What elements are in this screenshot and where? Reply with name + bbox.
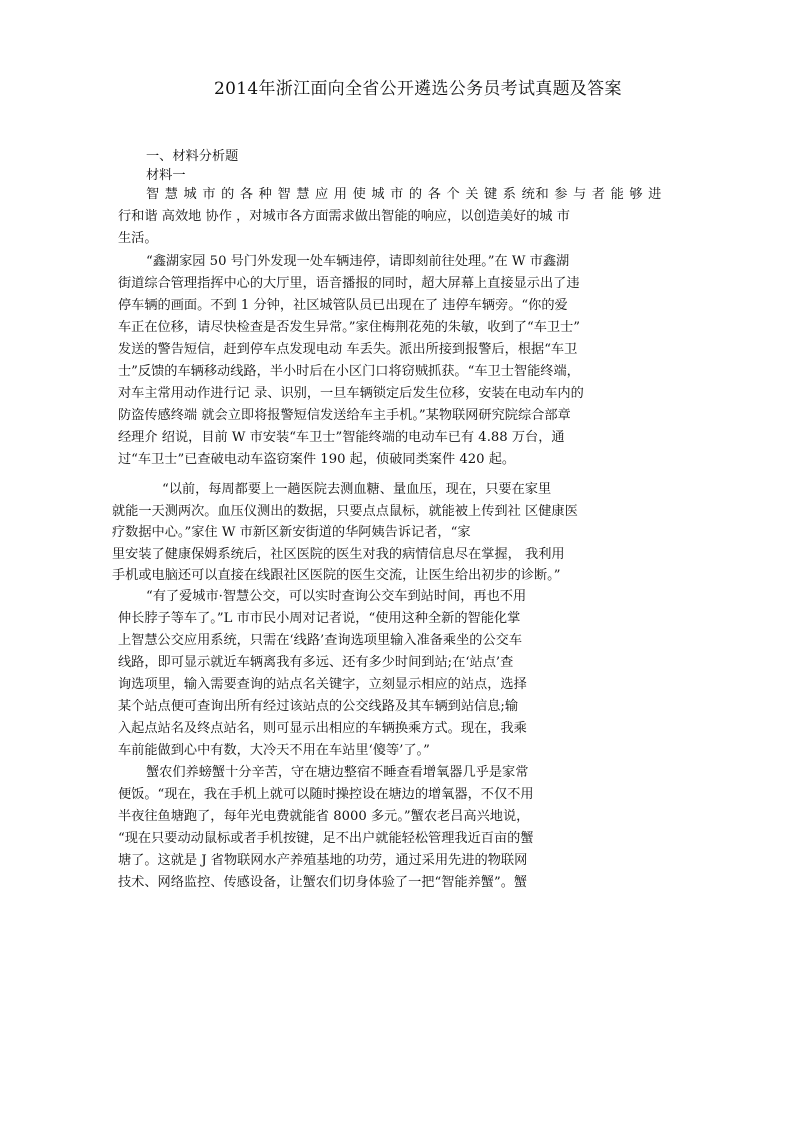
text-line: 入起点站名及终点站名，则可显示出相应的车辆换乘方式。现在，我乘	[118, 721, 527, 736]
text-line: 线路，即可显示就近车辆离我有多远、还有多少时间到站;在‘站点’查	[118, 655, 514, 670]
text-line: 车前能做到心中有数，大冷天不用在车站里‘傻等’了。”	[118, 743, 430, 758]
text-line: 停车辆的画面。不到 1 分钟，社区城管队员已出现在了 违停车辆旁。“你的爱	[118, 298, 568, 313]
text-line: 街道综合管理指挥中心的大厅里，语音播报的同时，超大屏幕上直接显示出了违	[118, 276, 580, 291]
page-title: 2014年浙江面向全省公开遴选公务员考试真题及答案	[214, 79, 622, 99]
text-line: 发送的警告短信，赶到停车点发现电动 车丢失。派出所接到报警后，根据“车卫	[118, 342, 578, 357]
text-line: 行和谐 高效地 协作 ，对城市各方面需求做出智能的响应，以创造美好的城 市	[118, 209, 570, 224]
section-heading: 一、材料分析题	[146, 149, 239, 164]
text-line: 便饭。“现在，我在手机上就可以随时操控设在塘边的增氧器，不仅不用	[118, 787, 534, 802]
text-line: “有了爱城市·智慧公交，可以实时查询公交车到站时间，再也不用	[146, 589, 527, 604]
text-line: 塘了。这就是 J 省物联网水产养殖基地的功劳，通过采用先进的物联网	[118, 853, 528, 868]
material-label: 材料一	[146, 168, 186, 183]
text-line: 里安装了健康保姆系统后，社区医院的医生对我的病情信息尽在掌握， 我利用	[112, 547, 565, 562]
text-line: 经理介 绍说，目前 W 市安装“车卫士”智能终端的电动车已有 4.88 万台，通	[118, 430, 565, 445]
text-line: 生活。	[118, 231, 158, 246]
text-line: 蟹农们养螃蟹十分辛苦，守在塘边整宿不睡查看增氧器几乎是家常	[146, 765, 529, 780]
text-line: 询选项里，输入需要查询的站点名关键字，立刻显示相应的站点，选择	[118, 677, 527, 692]
text-line: 防盗传感终端 就会立即将报警短信发送给车主手机。”某物联网研究院综合部章	[118, 408, 571, 423]
text-line: 对车主常用动作进行记 录、识别，一旦车辆锁定后发生位移，安装在电动车内的	[118, 386, 584, 401]
text-line: 上智慧公交应用系统，只需在‘线路’查询选项里输入准备乘坐的公交车	[118, 633, 523, 648]
text-line: 车正在位移，请尽快检查是否发生异常。”家住梅荆花苑的朱敏，收到了“车卫士”	[118, 320, 580, 335]
text-line: 伸长脖子等车了。”L 市市民小周对记者说，“使用这种全新的智能化掌	[118, 611, 521, 626]
text-line: 技术、网络监控、传感设备，让蟹农们切身体验了一把“智能养蟹”。蟹	[118, 875, 528, 890]
text-line: 手机或电脑还可以直接在线跟社区医院的医生交流，让医生给出初步的诊断。”	[112, 568, 561, 583]
text-line: 疗数据中心。”家住 W 市新区新安街道的华阿姨告诉记者，“家	[112, 525, 471, 540]
text-line: 半夜往鱼塘跑了，每年光电费就能省 8000 多元。”蟹农老吕高兴地说，	[118, 809, 530, 824]
text-line: 就能一天测两次。血压仪测出的数据，只要点点鼠标，就能被上传到社 区健康医	[112, 504, 578, 519]
text-line: 智 慧 城 市 的 各 种 智 慧 应 用 使 城 市 的 各 个 关 键 系 统和 参 与 者 能 够 进	[146, 187, 663, 202]
text-line: “鑫湖家园 50 号门外发现一处车辆违停，请即刻前往处理。”在 W 市鑫湖	[146, 254, 570, 269]
text-line: “以前，每周都要上一趟医院去测血糖、量血压，现在，只要在家里	[162, 482, 552, 497]
text-line: 过“车卫士”已查破电动车盗窃案件 190 起，侦破同类案件 420 起。	[118, 452, 516, 467]
text-line: 士”反馈的车辆移动线路，半小时后在小区门口将窃贼抓获。“车卫士智能终端，	[118, 364, 580, 379]
text-line: 某个站点便可查询出所有经过该站点的公交线路及其车辆到站信息;输	[118, 699, 519, 714]
text-line: “现在只要动动鼠标或者手机按键，足不出户就能轻松管理我近百亩的蟹	[118, 831, 534, 846]
